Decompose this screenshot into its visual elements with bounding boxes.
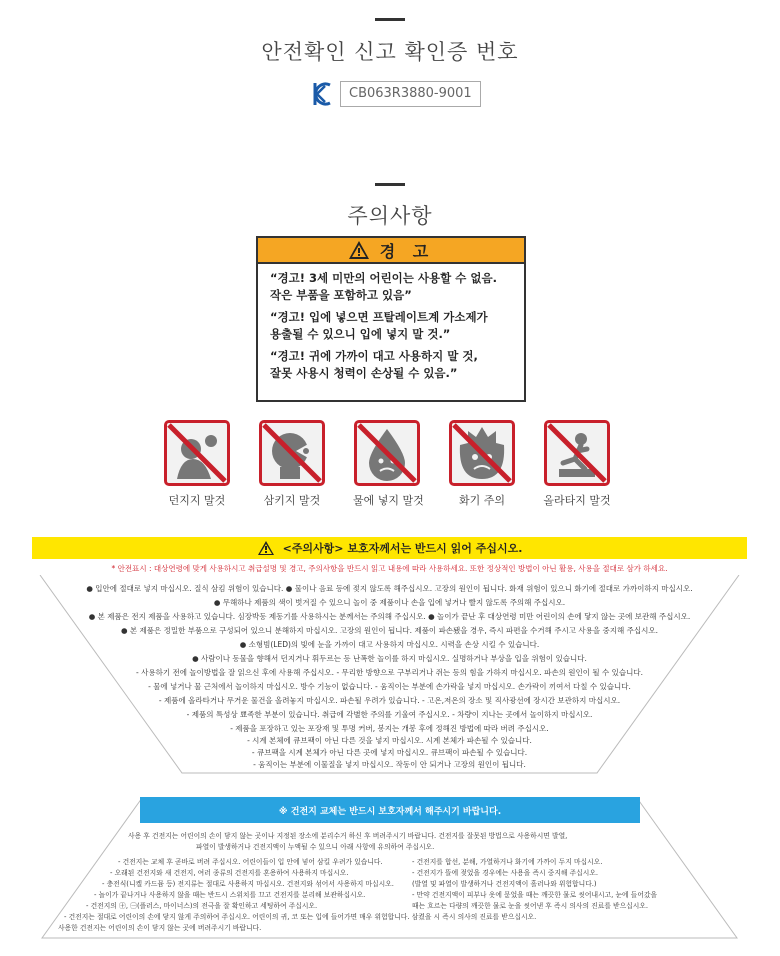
divider-dash xyxy=(375,183,405,186)
caution-line: ● 입안에 절대로 넣지 마십시오. 질식 삼킴 위험이 있습니다. ● 물이나 음료 등에 젖지 않도록 해주십시오. 고장의 원인이 됩니다. 화재 위험이 있으니 화기에 절대로 가까이하지 마십시오. xyxy=(86,584,693,593)
safety-notice: * 안전표시 : 대상연령에 맞게 사용하시고 취급설명 및 경고, 주의사항을 반드시 읽고 내용에 따라 사용하세요. 또한 정상적인 방법이 아닌 활용, 사용을 절대로 삼가 하세요. xyxy=(111,564,668,573)
battery-left-line: - 충전식(니켈 카드뮴 등) 전지류는 절대로 사용하지 마십시오. 건전지와 섞어서 사용하지 마십시오. xyxy=(102,880,394,888)
throw-prohibited-icon xyxy=(164,420,230,486)
battery-left-line: 사용한 건전지는 어린이의 손이 닿지 않는 곳에 버려주시기 바랍니다. xyxy=(58,924,262,932)
battery-right-line: - 건전지를 합선, 분해, 가열하거나 화기에 가까이 두지 마십시오. xyxy=(412,858,603,866)
caution-line: ● 사람이나 동물을 향해서 던지거나 휘두르는 등 난폭한 놀이를 하지 마십시오. 실명하거나 부상을 입을 위험이 있습니다. xyxy=(192,654,587,663)
caution-line: ● 본 제품은 전지 제품을 사용하고 있습니다. 심장박동 제동기를 사용하시는 분께서는 주의해 주십시오. ● 놀이가 끝난 후 대상연령 미만 어린이의 손에 닿지 않는 곳에 보관해 주십시오. xyxy=(88,612,691,621)
icon-item xyxy=(353,420,424,508)
battery-right-line: - 건전지가 뜰에 젖었을 경우에는 사용을 즉시 중지해 주십시오. xyxy=(412,869,599,877)
battery-left-line: - 오래된 건전지와 새 건전지, 여러 종류의 건전지를 혼용하여 사용하지 마십시오. xyxy=(110,869,349,877)
battery-right-line: 때는 흐르는 다량의 깨끗한 물로 눈을 씻어낸 후 즉시 의사의 진료를 받으십시오. xyxy=(412,902,649,910)
battery-left-line: - 놀이가 끝나거나 사용하지 않을 때는 반드시 스위치를 끄고 건전지를 분리해 보관하십시오. xyxy=(94,891,366,899)
kc-mark-icon xyxy=(312,81,334,107)
cert-title: 안전확인 신고 확인증 번호 xyxy=(261,40,519,64)
kc-number: CB063R3880-9001 xyxy=(340,81,481,107)
icon-label: 올라타지 말것 xyxy=(543,494,611,507)
caution-line: - 제품의 특성상 뾰족한 부분이 있습니다. 취급에 각별한 주의를 기울여 주십시오. - 차량이 지나는 곳에서 놀이하지 마십시오. xyxy=(186,710,593,719)
warning-triangle-icon xyxy=(348,240,370,260)
battery-intro: 사용 후 건전지는 어린이의 손이 닿지 않는 곳이나 지정된 장소에 분리수거 하신 후 버려주시기 바랍니다. 건전지를 잘못된 방법으로 사용하시면 발열, xyxy=(128,832,568,840)
caution-header-label: <주의사항> 보호자께서는 반드시 읽어 주십시오. xyxy=(282,542,523,555)
icon-label: 화기 주의 xyxy=(458,494,505,507)
caution-line: - 물에 넣거나 물 근처에서 놀이하지 마십시오. 방수 기능이 없습니다. - 움직이는 부분에 손가락을 넣지 마십시오. 손가락이 끼여서 다칠 수 있습니다. xyxy=(148,682,631,691)
warning-header xyxy=(258,238,524,264)
icon-label: 물에 넣지 말것 xyxy=(353,494,424,507)
icon-item xyxy=(543,420,611,508)
fire-caution-icon xyxy=(449,420,515,486)
warning-body xyxy=(258,264,524,382)
caution-line: - 움직이는 부분에 이물질을 넣지 마십시오. 작동이 안 되거나 고장의 원인이 됩니다. xyxy=(253,760,526,769)
caution-line: - 큐브팩을 시계 본체가 아닌 다른 곳에 넣지 마십시오. 큐브팩이 파손될 수 있습니다. xyxy=(251,748,528,757)
battery-left-line: - 건전지는 교체 후 곧바로 버려 주십시오. 어린이들이 입 안에 넣어 삼킬 우려가 있습니다. xyxy=(118,858,383,866)
icon-label: 던지지 말것 xyxy=(168,494,226,507)
warning-box xyxy=(256,236,526,402)
caution-line: ● 소형빔(LED)의 빛에 눈을 가까이 대고 사용하지 마십시오. 시력을 손상 시킬 수 있습니다. xyxy=(239,640,540,649)
climb-prohibited-icon xyxy=(544,420,610,486)
kc-row xyxy=(312,81,481,107)
warning-text: “경고! 3세 미만의 어린이는 사용할 수 없음. 작은 부품을 포함하고 있음” xyxy=(270,271,497,302)
warning-triangle-icon xyxy=(257,540,275,556)
caution-line: ● 본 제품은 정밀한 부품으로 구성되어 있으니 분해하지 마십시오. 고장의 원인이 됩니다. 제품이 파손됐을 경우, 즉시 파편을 수거해 주시고 사용을 중지해 주십시오. xyxy=(120,626,659,635)
warning-text: “경고! 귀에 가까이 대고 사용하지 말 것, 잘못 사용시 청력이 손상될 수 있음.” xyxy=(270,349,478,380)
warning-header-label: 경 고 xyxy=(379,241,435,261)
icon-item xyxy=(448,420,516,508)
icon-item xyxy=(163,420,231,508)
caution-section-title: 주의사항 xyxy=(347,204,433,228)
divider-dash xyxy=(375,18,405,21)
battery-intro: 파열이 발생하거나 건전지액이 누액될 수 있으니 아래 사항에 유의하여 주십시오. xyxy=(196,843,435,851)
caution-line: ● 무해하나 제품의 색이 벗겨질 수 있으니 놀이 중 제품이나 손을 입에 넣거나 빨지 않도록 주의해 주십시오. xyxy=(213,598,566,607)
battery-right-line: (발열 및 파열이 발생하거나 건전지액이 흘러나와 위험합니다.) xyxy=(412,880,597,888)
water-prohibited-icon xyxy=(354,420,420,486)
caution-line: - 제품을 포장하고 있는 포장재 및 투명 커버, 봉지는 개봉 후에 정해진 방법에 따라 버려 주십시오. xyxy=(230,724,549,733)
caution-header xyxy=(32,537,747,559)
icon-item xyxy=(258,420,326,508)
caution-line: - 사용하기 전에 놀이방법을 잘 읽으신 후에 사용해 주십시오. - 무리한 방향으로 구부리거나 쥐는 등의 힘을 가하지 마십시오. 파손의 원인이 될 수 있습니다. xyxy=(136,668,643,677)
caution-line: - 제품에 올라타거나 무거운 물건을 올려놓지 마십시오. 파손될 우려가 있습니다. - 고온,저온의 장소 및 직사광선에 장시간 보관하지 마십시오. xyxy=(158,696,621,705)
warning-text: “경고! 입에 넣으면 프탈레이트계 가소제가 용출될 수 있으니 입에 넣지 말 것.” xyxy=(270,310,488,341)
prohibition-icons xyxy=(163,420,611,508)
caution-line: - 시계 본체에 큐브팩이 아닌 다른 것을 넣지 마십시오. 시계 본체가 파손될 수 있습니다. xyxy=(247,736,532,745)
battery-header: ※ 건전지 교체는 반드시 보호자께서 해주시기 바랍니다. xyxy=(140,797,640,823)
battery-right-line: - 만약 건전지액이 피부나 옷에 묻었을 때는 깨끗한 물로 씻어내시고, 눈에 들어갔을 xyxy=(412,891,658,899)
battery-left-line: - 건전지는 절대로 어린이의 손에 닿지 않게 주의하여 주십시오. 어린이의 귀, 코 또는 입에 들어가면 매우 위험합니다. 삼켰을 시 즉시 의사의 진료를 받으십시오. xyxy=(64,913,537,921)
caution-list xyxy=(32,575,747,775)
battery-left-line: - 건전지의 ㊉, ㊀(플러스, 마이너스)의 전극을 잘 확인하고 세팅하여 주십시오. xyxy=(86,902,318,910)
icon-label: 삼키지 말것 xyxy=(263,494,321,507)
swallow-prohibited-icon xyxy=(259,420,325,486)
